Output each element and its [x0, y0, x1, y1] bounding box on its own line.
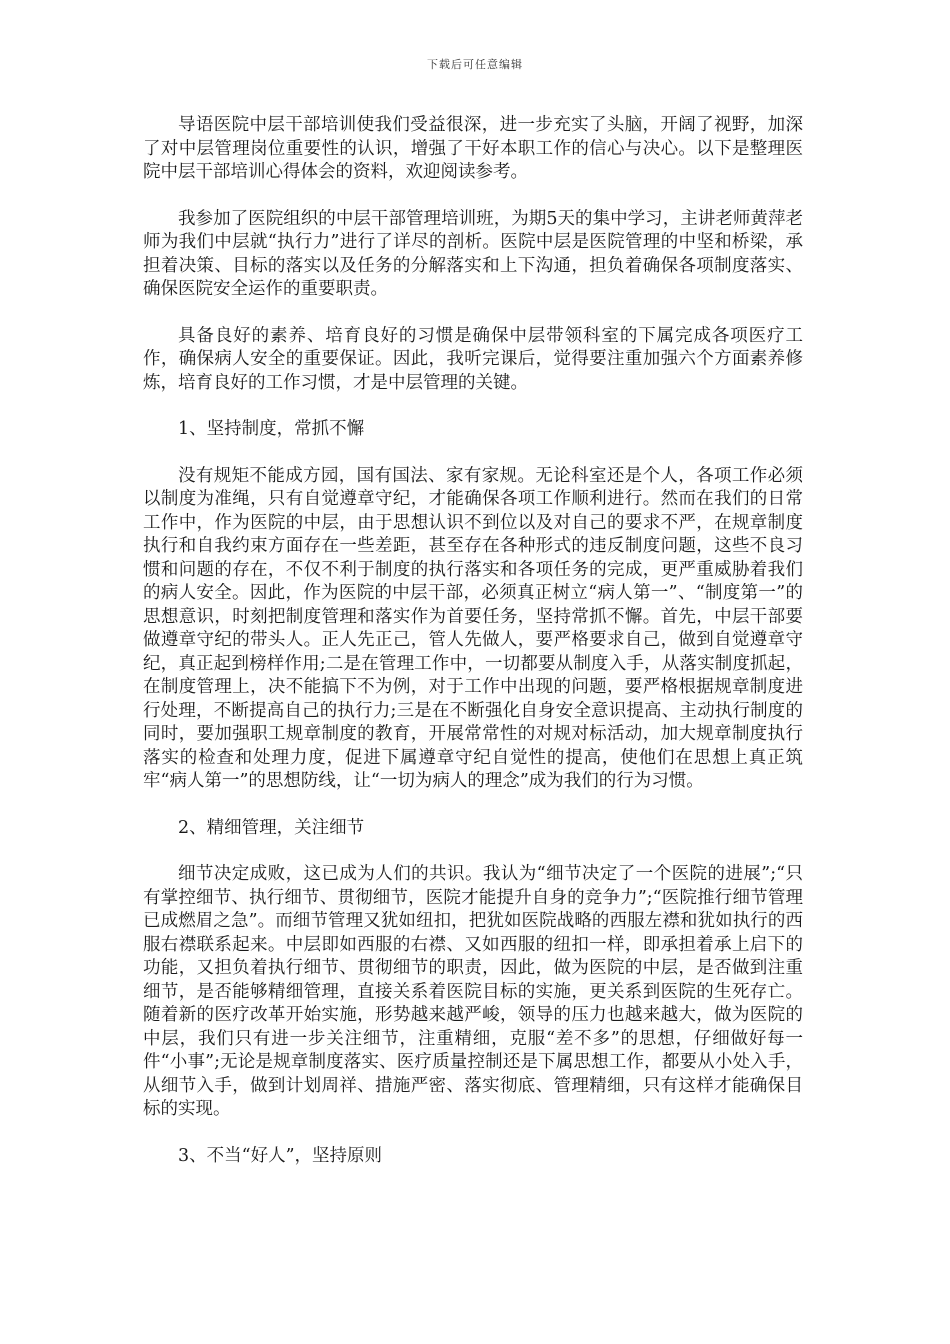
section-heading-2: 2、精细管理，关注细节 [178, 817, 365, 838]
header-note: 下载后可任意编辑 [427, 58, 523, 71]
section-heading-3: 3、不当“好人”，坚持原则 [178, 1145, 383, 1166]
paragraph-details: 细节决定成败，这已成为人们的共识。我认为“细节决定了一个医院的进展”;“只有掌控细节、执行细节、贯彻细节，医院才能提升自身的竞争力”;“医院推行细节管理已成燃眉之急”。而细节管理又犹如纽扣，把犹如医院战略的西服左襟和犹如执行的西服右襟联系起来。中层即如西服的右襟、又如西服的纽扣一样，即承担着承上启下的功能，又担负着执行细节、贯彻细节的职责，因此，做为医院的中层，是否做到注重细节，是否能够精细管理，直接关系着医院目标的实施，更关系到医院的生死存亡。随着新的医疗改革开始实施，形势越来越严峻，领导的压力也越来越大，做为医院的中层，我们只有进一步关注细节，注重精细，克服“差不多”的思想，仔细做好每一件“小事”;无论是规章制度落实、医疗质量控制还是下属思想工作，都要从小处入手，从细节入手，做到计划周祥、措施严密、落实彻底、管理精细，只有这样才能确保目标的实现。 [143, 864, 803, 1119]
paragraph-training: 我参加了医院组织的中层干部管理培训班，为期5天的集中学习，主讲老师黄萍老师为我们中层就“执行力”进行了详尽的剖析。医院中层是医院管理的中坚和桥梁，承担着决策、目标的落实以及任务的分解落实和上下沟通，担负着确保各项制度落实、确保医院安全运作的重要职责。 [143, 208, 803, 299]
intro-paragraph: 导语医院中层干部培训使我们受益很深，进一步充实了头脑，开阔了视野，加深了对中层管理岗位重要性的认识，增强了干好本职工作的信心与决心。以下是整理医院中层干部培训心得体会的资料，欢迎阅读参考。 [143, 115, 803, 182]
paragraph-rules: 没有规矩不能成方园，国有国法、家有家规。无论科室还是个人，各项工作必须以制度为准绳，只有自觉遵章守纪，才能确保各项工作顺利进行。然而在我们的日常工作中，作为医院的中层，由于思想认识不到位以及对自己的要求不严，在规章制度执行和自我约束方面存在一些差距，甚至存在各种形式的违反制度问题，这些不良习惯和问题的存在，不仅不利于制度的执行落实和各项任务的完成，更严重威胁着我们的病人安全。因此，作为医院的中层干部，必须真正树立“病人第一”、“制度第一”的思想意识，时刻把制度管理和落实作为首要任务，坚持常抓不懈。首先，中层干部要做遵章守纪的带头人。正人先正己，管人先做人，要严格要求自己，做到自觉遵章守纪，真正起到榜样作用;二是在管理工作中，一切都要从制度入手，从落实制度抓起，在制度管理上，决不能搞下不为例，对于工作中出现的问题，要严格根据规章制度进行处理，不断提高自己的执行力;三是在不断强化自身安全意识提高、主动执行制度的同时，要加强职工规章制度的教育，开展常常性的对规对标活动，加大规章制度执行落实的检查和处理力度，促进下属遵章守纪自觉性的提高，使他们在思想上真正筑牢“病人第一”的思想防线，让“一切为病人的理念”成为我们的行为习惯。 [143, 465, 803, 791]
document-body [143, 114, 803, 1191]
section-heading-1: 1、坚持制度，常抓不懈 [178, 419, 365, 439]
paragraph-habits: 具备良好的素养、培育良好的习惯是确保中层带领科室的下属完成各项医疗工作，确保病人安全的重要保证。因此，我听完课后，觉得要注重加强六个方面素养修炼，培育良好的工作习惯，才是中层管理的关键。 [143, 325, 803, 393]
